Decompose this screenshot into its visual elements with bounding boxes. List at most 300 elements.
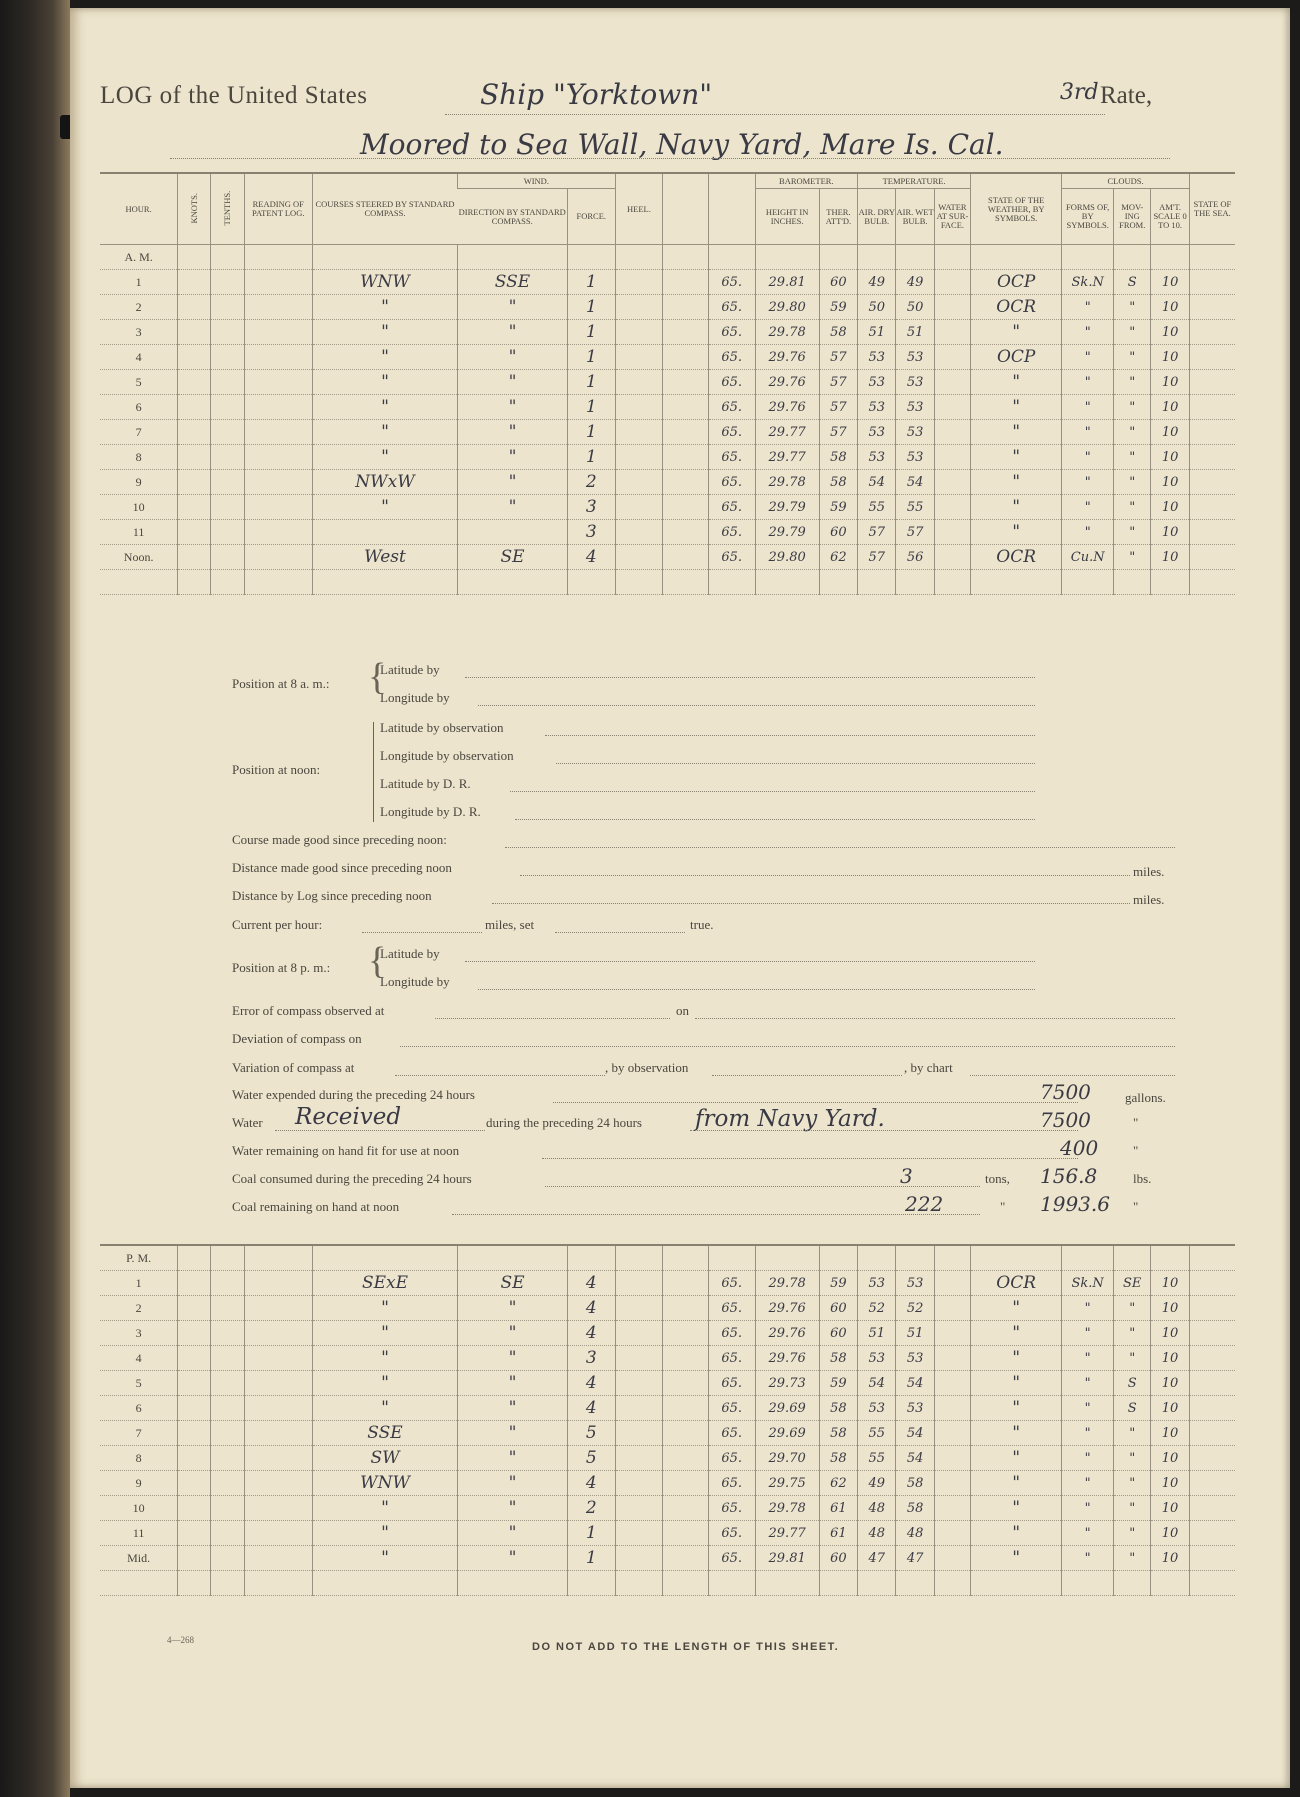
cell-ther: 57 <box>819 420 857 445</box>
cell-moving: " <box>1114 345 1151 370</box>
cell-empty <box>178 1521 211 1546</box>
cell-empty <box>934 545 970 570</box>
cell-empty <box>615 270 663 295</box>
cell-wet: 53 <box>896 1346 934 1371</box>
cell-moving: " <box>1114 1496 1151 1521</box>
cell-dry: 53 <box>858 395 896 420</box>
cell-forms: " <box>1062 420 1114 445</box>
cell-empty <box>1062 1571 1114 1596</box>
cell-empty <box>615 1496 663 1521</box>
cell-empty <box>615 1321 663 1346</box>
cell-empty <box>896 570 934 595</box>
cell-moving: " <box>1114 295 1151 320</box>
cell-empty <box>971 1571 1062 1596</box>
cell-empty <box>567 1571 615 1596</box>
cell-extra: 65. <box>708 1396 755 1421</box>
cell-wet: 54 <box>896 1446 934 1471</box>
cell-hour: 2 <box>100 295 178 320</box>
log-row <box>100 345 1235 370</box>
error-compass: Error of compass observed at <box>232 1003 385 1018</box>
cell-forms: " <box>1062 1496 1114 1521</box>
cell-empty <box>211 570 244 595</box>
cell-empty <box>178 320 211 345</box>
cell-wet: 53 <box>896 370 934 395</box>
cell-empty <box>244 295 312 320</box>
cell-weather: " <box>971 370 1062 395</box>
cell-empty <box>1189 1496 1235 1521</box>
col-blank-b <box>708 173 755 245</box>
lat-obs: Latitude by observation <box>380 720 504 735</box>
cell-empty <box>934 470 970 495</box>
cell-empty <box>615 545 663 570</box>
cell-forms: " <box>1062 370 1114 395</box>
cell-dry: 53 <box>858 345 896 370</box>
cell-wet: 50 <box>896 295 934 320</box>
cell-moving: " <box>1114 370 1151 395</box>
cell-height: 29.69 <box>755 1421 819 1446</box>
cell-empty <box>244 445 312 470</box>
cell-course: " <box>312 420 457 445</box>
cell-extra: 65. <box>708 420 755 445</box>
cell-hour: 11 <box>100 1521 178 1546</box>
cell-empty <box>755 570 819 595</box>
cell-force: 1 <box>567 370 615 395</box>
cell-empty <box>244 1446 312 1471</box>
cell-extra: 65. <box>708 1546 755 1571</box>
cell-extra: 65. <box>708 495 755 520</box>
cell-extra: 65. <box>708 1296 755 1321</box>
cell-course: " <box>312 295 457 320</box>
cell-empty <box>1151 570 1189 595</box>
cell-forms: " <box>1062 320 1114 345</box>
cell-empty <box>663 295 709 320</box>
cell-empty <box>934 395 970 420</box>
cell-extra: 65. <box>708 295 755 320</box>
cell-wind: " <box>458 320 568 345</box>
cell-empty <box>663 1546 709 1571</box>
cell-empty <box>178 1271 211 1296</box>
cell-empty <box>244 1521 312 1546</box>
cell-empty <box>178 445 211 470</box>
cell-empty <box>934 370 970 395</box>
cell-dry: 53 <box>858 1396 896 1421</box>
cell-weather: OCP <box>971 270 1062 295</box>
log-row <box>100 320 1235 345</box>
cell-height: 29.77 <box>755 1521 819 1546</box>
cell-force: 4 <box>567 1321 615 1346</box>
cell-forms: " <box>1062 395 1114 420</box>
cell-empty <box>1114 1571 1151 1596</box>
col-temperature: TEMPERATURE. <box>858 173 971 189</box>
cell-extra: 65. <box>708 520 755 545</box>
cell-wet: 52 <box>896 1296 934 1321</box>
cell-empty <box>100 570 178 595</box>
cell-moving: S <box>1114 1371 1151 1396</box>
long-by-8pm: Longitude by <box>380 974 450 989</box>
cell-course: " <box>312 1346 457 1371</box>
cell-force: 1 <box>567 345 615 370</box>
cell-hour: 5 <box>100 370 178 395</box>
cell-empty <box>663 370 709 395</box>
cell-wind: " <box>458 295 568 320</box>
cell-empty <box>178 1546 211 1571</box>
col-blank-a <box>663 173 709 245</box>
cell-moving: " <box>1114 1296 1151 1321</box>
cell-dry: 54 <box>858 1371 896 1396</box>
cell-empty <box>615 320 663 345</box>
cell-weather: " <box>971 470 1062 495</box>
cell-extra: 65. <box>708 1421 755 1446</box>
cell-wind: SE <box>458 545 568 570</box>
cell-empty <box>708 570 755 595</box>
log-row <box>100 1271 1235 1296</box>
cell-wind: " <box>458 495 568 520</box>
cell-weather: OCR <box>971 295 1062 320</box>
cell-ther: 59 <box>819 1371 857 1396</box>
cell-empty <box>934 295 970 320</box>
cell-empty <box>1189 495 1235 520</box>
form-code: 4—268 <box>167 1635 194 1645</box>
cell-empty <box>663 1346 709 1371</box>
cell-wet: 49 <box>896 270 934 295</box>
cell-weather: " <box>971 420 1062 445</box>
cell-height: 29.76 <box>755 370 819 395</box>
water-received-val: 7500 <box>1040 1108 1091 1132</box>
cell-weather: OCP <box>971 345 1062 370</box>
cell-height: 29.76 <box>755 345 819 370</box>
cell-weather: " <box>971 320 1062 345</box>
ditto-4: " <box>1133 1199 1139 1214</box>
cell-force: 1 <box>567 320 615 345</box>
cell-height: 29.75 <box>755 1471 819 1496</box>
cell-empty <box>1189 1546 1235 1571</box>
cell-moving: " <box>1114 420 1151 445</box>
cell-empty <box>663 1446 709 1471</box>
cell-empty <box>211 520 244 545</box>
cell-wet: 58 <box>896 1496 934 1521</box>
cell-amount: 10 <box>1151 1346 1189 1371</box>
cell-weather: " <box>971 1446 1062 1471</box>
cell-empty <box>858 1571 896 1596</box>
brace-8am: { <box>368 656 387 698</box>
col-wind-force: FORCE. <box>567 189 615 245</box>
cell-force: 1 <box>567 445 615 470</box>
cell-empty <box>458 570 568 595</box>
cell-empty <box>663 320 709 345</box>
cell-forms: " <box>1062 1396 1114 1421</box>
cell-course: " <box>312 1371 457 1396</box>
cell-amount: 10 <box>1151 495 1189 520</box>
cell-empty <box>178 570 211 595</box>
pos-8am-label: Position at 8 a. m.: <box>232 676 330 691</box>
cell-ther: 58 <box>819 445 857 470</box>
cell-empty <box>211 395 244 420</box>
col-air-dry: AIR. DRY BULB. <box>858 189 896 245</box>
cell-forms: " <box>1062 1346 1114 1371</box>
deviation: Deviation of compass on <box>232 1031 362 1046</box>
cell-empty <box>896 1571 934 1596</box>
cell-empty <box>178 420 211 445</box>
cell-empty <box>819 1571 857 1596</box>
cell-moving: SE <box>1114 1271 1151 1296</box>
current: Current per hour: <box>232 917 323 932</box>
cell-amount: 10 <box>1151 345 1189 370</box>
cell-empty <box>1189 545 1235 570</box>
cell-wind: " <box>458 1296 568 1321</box>
cell-ther: 60 <box>819 1321 857 1346</box>
cell-empty <box>244 1371 312 1396</box>
cell-empty <box>934 420 970 445</box>
cell-dry: 53 <box>858 445 896 470</box>
cell-forms: Sk.N <box>1062 270 1114 295</box>
cell-wind: " <box>458 345 568 370</box>
cell-empty <box>663 270 709 295</box>
cell-empty <box>244 395 312 420</box>
cell-ther: 62 <box>819 545 857 570</box>
cell-course: " <box>312 1546 457 1571</box>
cell-empty <box>211 1346 244 1371</box>
am-rows <box>100 245 1235 595</box>
cell-empty <box>934 1446 970 1471</box>
cell-hour: 5 <box>100 1371 178 1396</box>
cell-empty <box>244 1421 312 1446</box>
cell-empty <box>934 1421 970 1446</box>
cell-wet: 53 <box>896 395 934 420</box>
cell-moving: " <box>1114 395 1151 420</box>
cell-ther: 60 <box>819 1296 857 1321</box>
cell-empty <box>244 1396 312 1421</box>
cell-empty <box>1189 1446 1235 1471</box>
cell-amount: 10 <box>1151 1446 1189 1471</box>
cell-empty <box>1189 370 1235 395</box>
cell-hour: Mid. <box>100 1546 178 1571</box>
cell-empty <box>663 1571 709 1596</box>
cell-empty <box>934 1371 970 1396</box>
cell-dry: 53 <box>858 1346 896 1371</box>
cell-empty <box>211 370 244 395</box>
cell-empty <box>1189 345 1235 370</box>
by-observation: , by observation <box>605 1060 689 1075</box>
cell-weather: " <box>971 1521 1062 1546</box>
cell-empty <box>615 1346 663 1371</box>
cell-height: 29.79 <box>755 495 819 520</box>
cell-empty <box>615 345 663 370</box>
water-received: Received <box>295 1104 402 1130</box>
cell-wet: 54 <box>896 1421 934 1446</box>
cell-empty <box>663 520 709 545</box>
cell-dry: 47 <box>858 1546 896 1571</box>
log-row <box>100 1296 1235 1321</box>
cell-empty <box>934 1546 970 1571</box>
cell-height: 29.70 <box>755 1446 819 1471</box>
cell-empty <box>663 545 709 570</box>
rate-value: 3rd <box>1060 80 1099 105</box>
coal-remaining-tons: 222 <box>905 1192 944 1216</box>
cell-dry: 55 <box>858 1446 896 1471</box>
cell-force: 3 <box>567 1346 615 1371</box>
cell-height: 29.81 <box>755 270 819 295</box>
cell-moving: " <box>1114 545 1151 570</box>
cell-moving: " <box>1114 1471 1151 1496</box>
cell-empty <box>663 345 709 370</box>
cell-height: 29.79 <box>755 520 819 545</box>
cell-empty <box>615 445 663 470</box>
cell-empty <box>178 1396 211 1421</box>
cell-weather: " <box>971 495 1062 520</box>
miles-set: miles, set <box>485 917 535 932</box>
cell-empty <box>244 1546 312 1571</box>
cell-course: " <box>312 1296 457 1321</box>
cell-empty <box>211 1496 244 1521</box>
cell-dry: 51 <box>858 1321 896 1346</box>
cell-wind: " <box>458 1446 568 1471</box>
spacer-row <box>100 570 1235 595</box>
cell-empty <box>663 570 709 595</box>
cell-empty <box>615 295 663 320</box>
cell-weather: " <box>971 520 1062 545</box>
cell-weather: " <box>971 1346 1062 1371</box>
cell-empty <box>244 470 312 495</box>
cell-height: 29.77 <box>755 445 819 470</box>
cell-empty <box>211 1296 244 1321</box>
cell-course: WNW <box>312 270 457 295</box>
cell-wet: 54 <box>896 470 934 495</box>
cell-course <box>312 520 457 545</box>
cell-empty <box>1189 520 1235 545</box>
cell-weather: OCR <box>971 1271 1062 1296</box>
cell-course: " <box>312 1396 457 1421</box>
cell-height: 29.76 <box>755 395 819 420</box>
miles-1: miles. <box>1133 864 1165 879</box>
log-row <box>100 395 1235 420</box>
cell-empty <box>615 470 663 495</box>
log-row <box>100 1446 1235 1471</box>
cell-empty <box>663 1396 709 1421</box>
cell-empty <box>211 1446 244 1471</box>
cell-amount: 10 <box>1151 1496 1189 1521</box>
col-cloud-moving: MOV-ING FROM. <box>1114 189 1151 245</box>
cell-empty <box>244 1571 312 1596</box>
cell-hour: 9 <box>100 470 178 495</box>
cell-forms: " <box>1062 1296 1114 1321</box>
cell-hour: 1 <box>100 270 178 295</box>
cell-amount: 10 <box>1151 1371 1189 1396</box>
cell-hour: 7 <box>100 420 178 445</box>
log-row <box>100 470 1235 495</box>
cell-ther: 57 <box>819 345 857 370</box>
cell-extra: 65. <box>708 395 755 420</box>
cell-height: 29.78 <box>755 1496 819 1521</box>
cell-amount: 10 <box>1151 445 1189 470</box>
cell-empty <box>178 395 211 420</box>
cell-hour: Noon. <box>100 545 178 570</box>
cell-empty <box>663 1471 709 1496</box>
col-weather: STATE OF THE WEATHER, BY SYMBOLS. <box>971 173 1062 245</box>
cell-empty <box>312 1571 457 1596</box>
cell-force: 1 <box>567 395 615 420</box>
cell-course: " <box>312 370 457 395</box>
cell-empty <box>615 1421 663 1446</box>
cell-course: " <box>312 1521 457 1546</box>
long-dr: Longitude by D. R. <box>380 804 481 819</box>
log-row <box>100 270 1235 295</box>
col-heel: HEEL. <box>615 173 663 245</box>
cell-empty <box>615 420 663 445</box>
cell-empty <box>211 495 244 520</box>
cell-force: 1 <box>567 1521 615 1546</box>
miles-2: miles. <box>1133 892 1165 907</box>
cell-moving: " <box>1114 470 1151 495</box>
cell-weather: " <box>971 1396 1062 1421</box>
cell-height: 29.76 <box>755 1296 819 1321</box>
cell-empty <box>1151 1571 1189 1596</box>
cell-weather: " <box>971 445 1062 470</box>
cell-amount: 10 <box>1151 1421 1189 1446</box>
cell-empty <box>211 1471 244 1496</box>
cell-empty <box>934 270 970 295</box>
cell-empty <box>663 495 709 520</box>
cell-dry: 55 <box>858 495 896 520</box>
cell-empty <box>934 445 970 470</box>
pm-label: P. M. <box>100 1245 178 1271</box>
cell-wind: " <box>458 1371 568 1396</box>
cell-empty <box>615 1296 663 1321</box>
cell-force: 3 <box>567 520 615 545</box>
cell-forms: " <box>1062 1546 1114 1571</box>
cell-wind <box>458 520 568 545</box>
cell-moving: " <box>1114 1346 1151 1371</box>
cell-forms: " <box>1062 295 1114 320</box>
cell-empty <box>663 395 709 420</box>
cell-moving: " <box>1114 520 1151 545</box>
cell-empty <box>244 570 312 595</box>
ditto-3: " <box>1000 1199 1006 1214</box>
cell-empty <box>934 1271 970 1296</box>
cell-empty <box>663 1296 709 1321</box>
cell-empty <box>458 1571 568 1596</box>
cell-empty <box>211 1321 244 1346</box>
cell-force: 3 <box>567 495 615 520</box>
cell-hour: 4 <box>100 345 178 370</box>
cell-wet: 53 <box>896 1271 934 1296</box>
cell-wind: " <box>458 1496 568 1521</box>
cell-empty <box>244 320 312 345</box>
cell-empty <box>934 1346 970 1371</box>
cell-moving: " <box>1114 1521 1151 1546</box>
cell-hour: 2 <box>100 1296 178 1321</box>
lbs-label: lbs. <box>1133 1171 1152 1186</box>
cell-empty <box>178 345 211 370</box>
cell-empty <box>178 1421 211 1446</box>
cell-hour: 1 <box>100 1271 178 1296</box>
col-hour: HOUR. <box>100 173 178 245</box>
cell-hour: 3 <box>100 1321 178 1346</box>
col-water-surface: WATER AT SUR-FACE. <box>934 189 970 245</box>
cell-course: West <box>312 545 457 570</box>
cell-force: 4 <box>567 1271 615 1296</box>
cell-empty <box>211 1271 244 1296</box>
cell-empty <box>663 1271 709 1296</box>
cell-amount: 10 <box>1151 545 1189 570</box>
cell-height: 29.78 <box>755 320 819 345</box>
cell-empty <box>1189 270 1235 295</box>
cell-empty <box>1189 1321 1235 1346</box>
pm-rows <box>100 1245 1235 1596</box>
cell-extra: 65. <box>708 1521 755 1546</box>
location-rule <box>170 158 1170 159</box>
dist-log: Distance by Log since preceding noon <box>232 888 432 903</box>
cell-wind: SE <box>458 1271 568 1296</box>
